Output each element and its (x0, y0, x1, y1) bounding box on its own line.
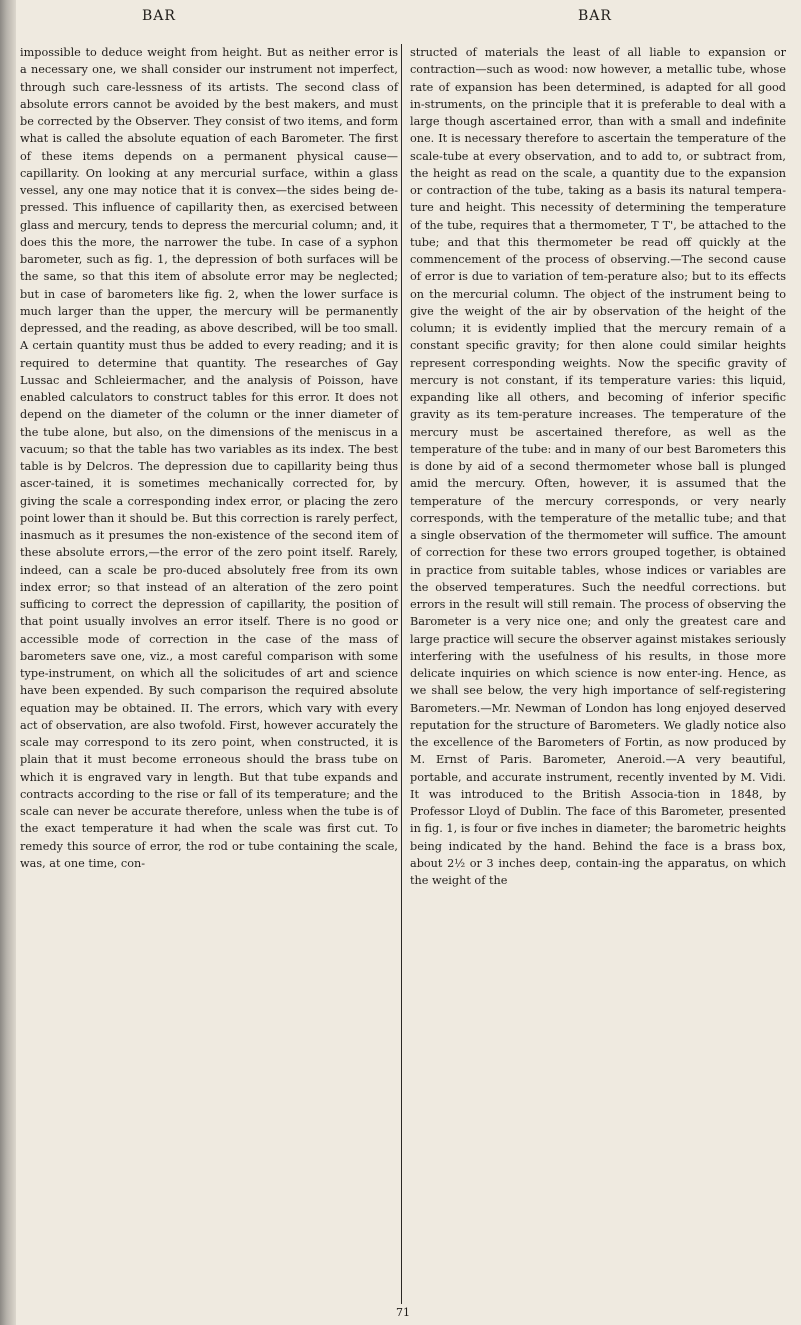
page-number: 71 (396, 1306, 410, 1319)
column-divider (401, 44, 402, 1304)
left-column-text: impossible to deduce weight from height. But as neither error is a necessary one, we shall consider our instrument not imperfect, through such care-lessness of its artists. The second class of absolute errors cannot be avoided by the best makers, and must be corrected by the Observer. They consist of two items, and form what is called the absolute equation of each Barometer. The first of these items depends on a permanent physical cause—capillarity. On looking at any mercurial surface, within a glass vessel, any one may notice that it is convex—the sides being de-pressed. This influence of capillarity then, as exercised between glass and mercury, tends to depress the mercurial column; and, it does this the more, the narrower the tube. In case of a syphon barometer, such as fig. 1, the depression of both surfaces will be the same, so that this item of absolute error may be neglected; but in case of barometers like fig. 2, when the lower surface is much larger than the upper, the mercury will be permanently depressed, and the reading, as above described, will be too small. A certain quantity must thus be added to every reading; and it is required to determine that quantity. The researches of Gay Lussac and Schleiermacher, and the analysis of Poisson, have enabled calculators to construct tables for this error. It does not depend on the diameter of the column or the inner diameter of the tube alone, but also, on the dimensions of the meniscus in a vacuum; so that the table has two variables as its index. The best table is by Delcros. The depression due to capillarity being thus ascer-tained, it is sometimes mechanically corrected for, by giving the scale a corresponding index error, or placing the zero point lower than it should be. But this correction is rarely perfect, inasmuch as it presumes the non-existence of the second item of these absolute errors,—the error of the zero point itself. Rarely, indeed, can a scale be pro-duced absolutely free from its own index error; so that instead of an alteration of the zero point sufficing to correct the depression of capillarity, the position of that point usually involves an error itself. There is no good or accessible mode of correction in the case of the mass of barometers save one, viz., a most careful comparison with some type-instrument, on which all the solicitudes of art and science have been expended. By such comparison the required absolute equation may be obtained. II. The errors, which vary with every act of observation, are also twofold. First, however accurately the scale may correspond to its zero point, when constructed, it is plain that it must become erroneous should the brass tube on which it is engraved vary in length. But that tube expands and contracts according to the rise or fall of its temperature; and the scale can never be accurate therefore, unless when the tube is of the exact temperature it had when the scale was first cut. To remedy this source of error, the rod or tube containing the scale, was, at one time, con- (20, 46, 398, 870)
left-column (20, 44, 398, 872)
right-column (410, 44, 786, 889)
book-binding-shadow (0, 0, 16, 1325)
running-header-left: BAR (142, 8, 176, 24)
running-header-right: BAR (578, 8, 612, 24)
right-column-text: structed of materials the least of all liable to expansion or contraction—such as wood: now however, a metallic tube, whose rate of expansion has been determined, is adapted for all good in-struments, on the principle that it is preferable to deal with a large though ascertained error, than with a small and indefinite one. It is necessary therefore to ascertain the temperature of the scale-tube at every observation, and to add to, or subtract from, the height as read on the scale, a quantity due to the expansion or contraction of the tube, taking as a basis its natural tempera-ture and height. This necessity of determining the temperature of the tube, requires that a thermometer, T T', be attached to the tube; and that this thermometer be read off quickly at the commencement of the process of observing.—The second cause of error is due to variation of tem-perature also; but to its effects on the mercurial column. The object of the instrument being to give the weight of the air by observation of the height of the column; it is evidently implied that the mercury remain of a constant specific gravity; for then alone could similar heights represent corresponding weights. Now the specific gravity of mercury is not constant, if its temperature varies: this liquid, expanding like all others, and becoming of inferior specific gravity as its tem-perature increases. The temperature of the mercury must be ascertained therefore, as well as the temperature of the tube: and in many of our best Barometers this is done by aid of a second thermometer whose ball is plunged amid the mercury. Often, however, it is assumed that the temperature of the mercury corresponds, or very nearly corresponds, with the temperature of the metallic tube; and that a single observation of the thermometer will suffice. The amount of correction for these two errors grouped together, is obtained in practice from suitable tables, whose indices or variables are the observed temperatures. Such the needful corrections. but errors in the result will still remain. The process of observing the Barometer is a very nice one; and only the greatest care and large practice will secure the observer against mistakes seriously interfering with the usefulness of his results, in those more delicate inquiries on which science is now enter-ing. Hence, as we shall see below, the very high importance of self-registering Barometers.—Mr. Newman of London has long enjoyed deserved reputation for the structure of Barometers. We gladly notice also the excellence of the Barometers of Fortin, as now produced by M. Ernst of Paris. Barometer, Aneroid.—A very beautiful, portable, and accurate instrument, recently invented by M. Vidi. It was introduced to the British Associa-tion in 1848, by Professor Lloyd of Dublin. The face of this Barometer, presented in fig. 1, is four or five inches in diameter; the barometric heights being indicated by the hand. Behind the face is a brass box, about 2½ or 3 inches deep, contain-ing the apparatus, on which the weight of the (410, 46, 786, 887)
